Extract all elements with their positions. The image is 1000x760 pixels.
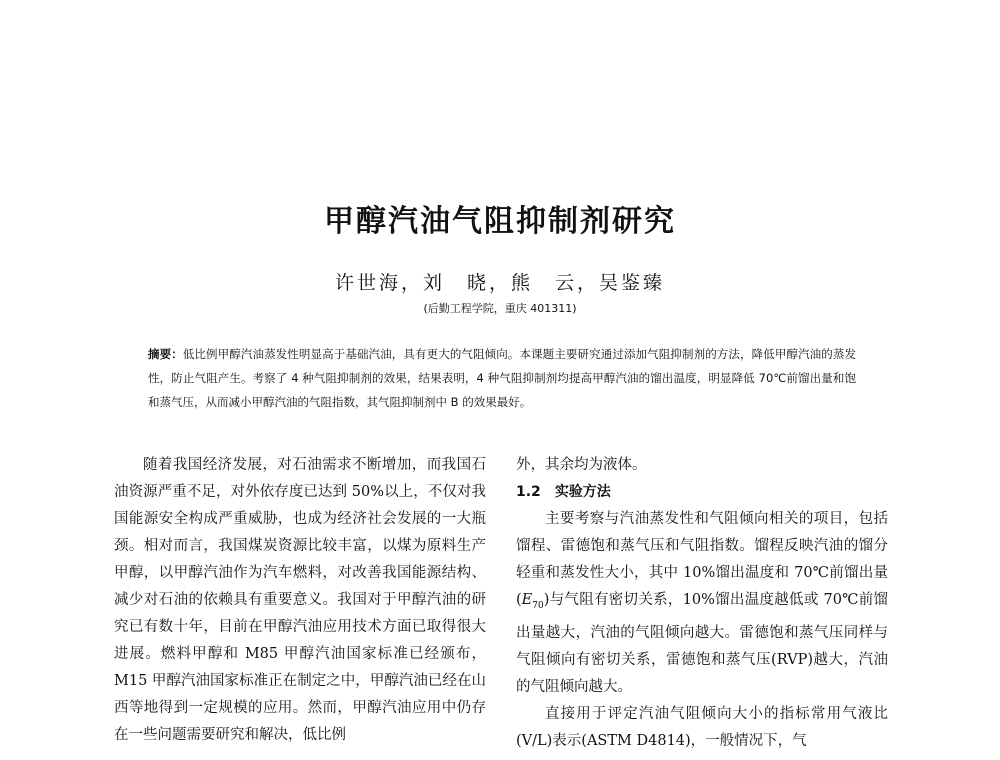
e70-subscript: 70: [532, 600, 544, 611]
vl-paragraph: 直接用于评定汽油气阻倾向大小的指标常用气液比(V/L)表示(ASTM D4814)，一般情况下，气: [516, 705, 888, 749]
method-paragraph: [516, 506, 888, 701]
e70-symbol: E: [521, 592, 533, 608]
abstract-text: 低比例甲醇汽油蒸发性明显高于基础汽油，具有更大的气阻倾向。本课题主要研究通过添加气阻抑制剂的方法，降低甲醇汽油的蒸发性，防止气阻产生。考察了 4 种气阻抑制剂的效果，结果表明，4 种气阻抑制剂均提高甲醇汽油的馏出温度，明显降低 70℃前馏出量和饱和蒸气压，从而减小甲醇汽油的气阻指数，其气阻抑制剂中 B 的效果最好。: [148, 347, 856, 409]
abstract-label: 摘要：: [148, 347, 183, 361]
author-list: 许世海，刘 晓，熊 云，吴鉴臻: [334, 272, 665, 294]
continued-text: 外，其余均为液体。: [516, 457, 647, 473]
affiliation: (后勤工程学院，重庆 401311): [423, 302, 577, 315]
section-title: 实验方法: [554, 484, 611, 500]
section-heading: [516, 479, 888, 506]
section-number: 1.2: [516, 484, 541, 500]
right-column: [516, 452, 888, 755]
intro-paragraph: 随着我国经济发展，对石油需求不断增加，而我国石油资源严重不足，对外依存度已达到 50%以上，不仅对我国能源安全构成严重威胁，也成为经济社会发展的一大瓶颈。相对而言，我国煤炭资源比较丰富，以煤为原料生产甲醇，以甲醇汽油作为汽车燃料，对改善我国能源结构、减少对石油的依赖具有重要意义。我国对于甲醇汽油的研究已有数十年，目前在甲醇汽油应用技术方面已取得很大进展。燃料甲醇和 M85 甲醇汽油国家标准已经颁布，M15 甲醇汽油国家标准正在制定之中，甲醇汽油已经在山西等地得到一定规模的应用。然而，甲醇汽油应用中仍存在一些问题需要研究和解决，低比例: [114, 457, 486, 743]
left-column: [114, 452, 486, 749]
method-text-b: )与气阻有密切关系，10%馏出温度越低或 70℃前馏出量越大，汽油的气阻倾向越大。雷德饱和蒸气压同样与气阻倾向有密切关系，雷德饱和蒸气压(RVP)越大，汽油的气阻倾向越大。: [516, 592, 888, 695]
abstract: [148, 342, 856, 414]
paper-title: 甲醇汽油气阻抑制剂研究: [324, 204, 676, 239]
method-text-a: 主要考察与汽油蒸发性和气阻倾向相关的项目，包括馏程、雷德饱和蒸气压和气阻指数。馏程反映汽油的馏分轻重和蒸发性大小，其中 10%馏出温度和 70℃前馏出量(: [516, 511, 888, 608]
